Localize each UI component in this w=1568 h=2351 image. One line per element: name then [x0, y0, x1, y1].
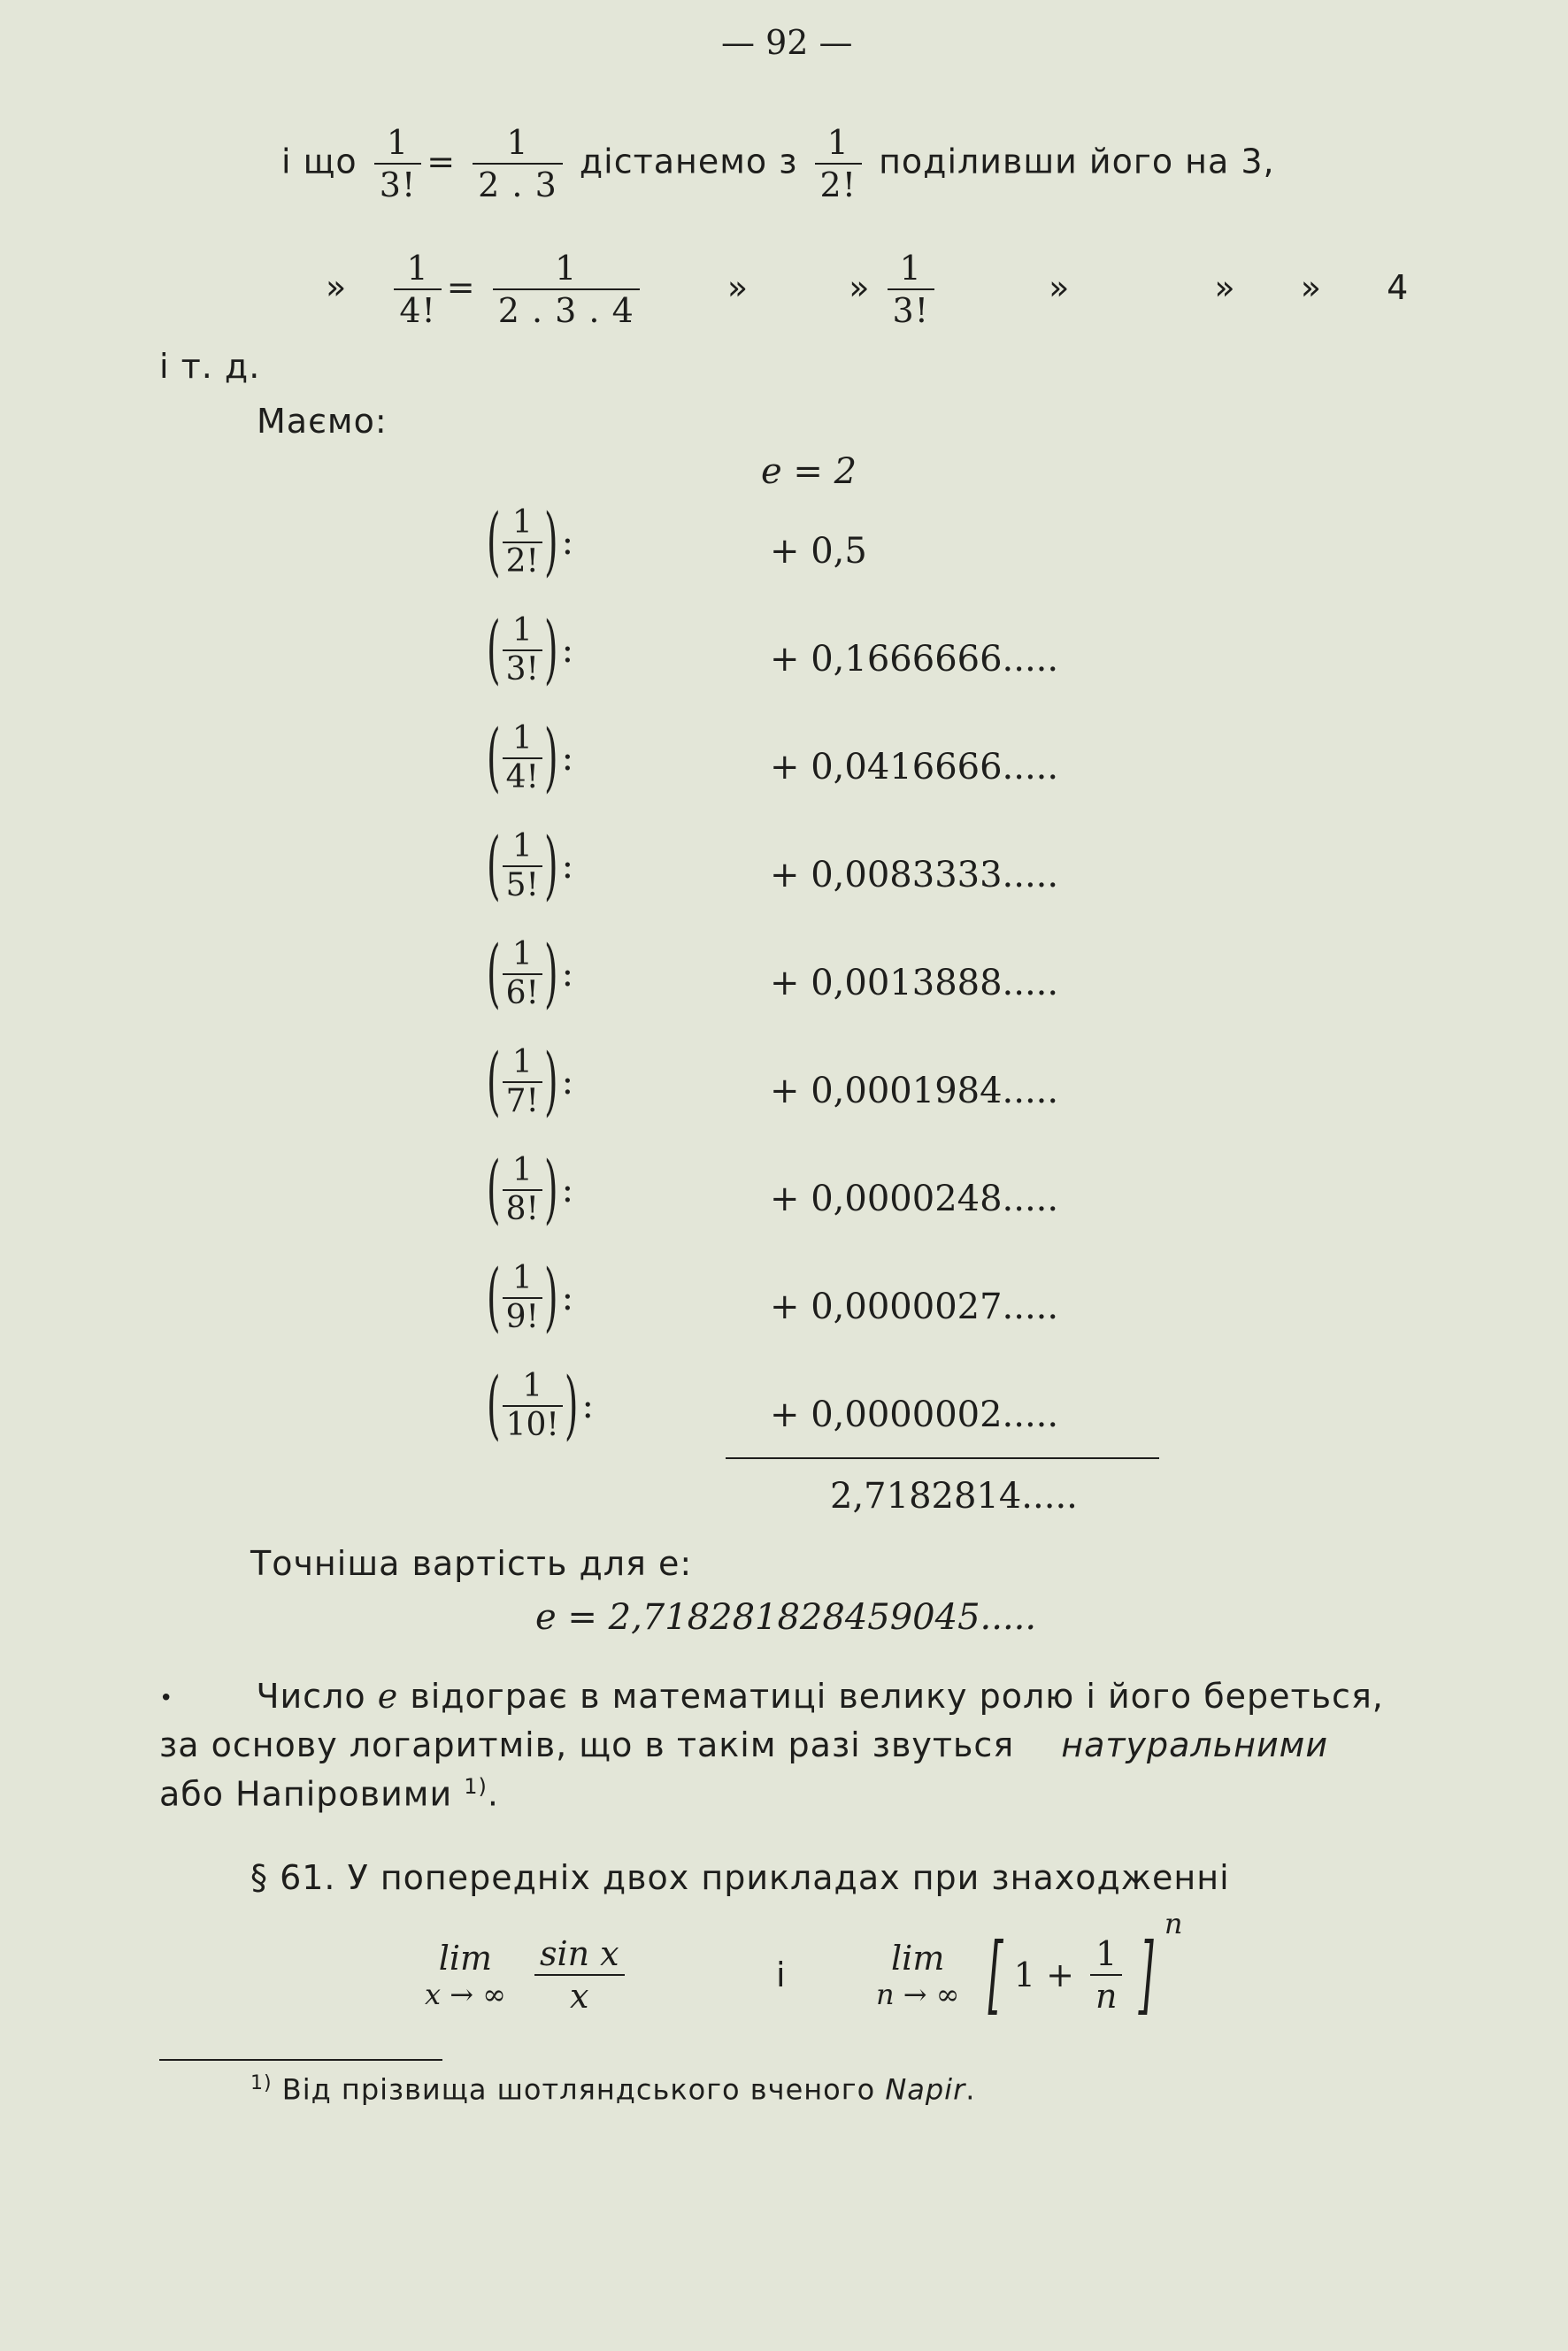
series-row: ( $\frac{1}{7!}$ ) : + 0,0001984..... — [487, 1039, 1059, 1126]
series-row: ( $\frac{1}{2!}$ ) : + 0,5 — [487, 499, 867, 586]
1-over-n: $\frac{1}{n}$ — [1090, 1933, 1122, 2017]
paragraph-line-3: або Напіровими $^{1)}$. — [159, 1774, 499, 1814]
series-value: + 0,1666666..... — [770, 639, 1059, 680]
footnote-rule — [159, 2059, 442, 2061]
series-value: + 0,0416666..... — [770, 747, 1059, 788]
intro-prefix: і що — [281, 142, 357, 181]
series-value: + 0,0083333..... — [770, 855, 1059, 895]
series-row: ( $\frac{1}{5!}$ ) : + 0,0083333..... — [487, 823, 1059, 910]
series-value: + 0,0000027..... — [770, 1287, 1059, 1327]
sum-rule — [726, 1457, 1159, 1459]
sinx-over-x: $\frac{\text{sin x}}{x}$ — [534, 1933, 625, 2017]
series-sum: 2,7182814..... — [830, 1476, 1078, 1517]
series-value: + 0,0000002..... — [770, 1394, 1059, 1435]
maemo-label: Маємо: — [257, 402, 388, 441]
page-number: — 92 — — [721, 23, 853, 62]
precise-value: e = 2,718281828459045..... — [535, 1597, 1037, 1638]
limit-right: lim n → ∞ [ 1 + $\frac{1}{n}$ ] $^n$ — [876, 1907, 1183, 2025]
bullet: • — [159, 1685, 174, 1712]
intro-mid: дістанемо з — [579, 142, 798, 181]
series-row: ( $\frac{1}{8!}$ ) : + 0,0000248..... — [487, 1147, 1059, 1233]
fraction-1-over-2x3x4: $\frac{1}{2 . 3 . 4}$ — [493, 248, 640, 331]
etc-text: і т. д. — [159, 347, 261, 386]
series-row: ( $\frac{1}{9!}$ ) : + 0,0000027..... — [487, 1255, 1059, 1341]
paragraph-line-1: • Число e відограє в математиці велику ролю і його береться, — [159, 1677, 1384, 1716]
intro-suffix: поділивши його на 3, — [879, 142, 1275, 181]
series-value: + 0,0001984..... — [770, 1071, 1059, 1111]
series-head: e = 2 — [761, 451, 857, 492]
limit-left: lim x → ∞ $\frac{\text{sin x}}{x}$ — [425, 1933, 630, 2017]
fraction-1-over-3fact: $\frac{1}{3!}$ — [374, 122, 421, 205]
series-value: + 0,5 — [770, 531, 867, 572]
conjunction-i: і — [776, 1955, 787, 1994]
precise-label: Точніша вартість для e: — [250, 1544, 693, 1583]
fraction-1-over-3fact-b: $\frac{1}{3!}$ — [888, 248, 934, 331]
series-row: ( $\frac{1}{6!}$ ) : + 0,0013888..... — [487, 931, 1059, 1018]
fraction-1-over-2x3: $\frac{1}{2 . 3}$ — [473, 122, 563, 205]
series-value: + 0,0013888..... — [770, 963, 1059, 1003]
intro-line-2: » $\frac{1}{4!}$ = $\frac{1}{2 . 3 . 4}$ » » $\frac{1}{3!}$ » » » 4 — [326, 249, 1410, 330]
series-value: + 0,0000248..... — [770, 1179, 1059, 1219]
series-row: ( $\frac{1}{3!}$ ) : + 0,1666666..... — [487, 607, 1059, 694]
fraction-1-over-4fact: $\frac{1}{4!}$ — [394, 248, 441, 331]
series-row: ( $\frac{1}{4!}$ ) : + 0,0416666..... — [487, 715, 1059, 802]
series-row: ( $\frac{1}{10!}$ ) : + 0,0000002..... — [487, 1363, 1059, 1449]
section-61: § 61. У попередніх двох прикладах при знаходженні — [250, 1858, 1230, 1897]
fraction-1-over-2fact: $\frac{1}{2!}$ — [815, 122, 862, 205]
footnote: $^{1)}$ Від прізвища шотляндського вченого Napir. — [250, 2072, 976, 2107]
paragraph-line-2: за основу логаритмів, що в такім разі звуться натуральними — [159, 1725, 1329, 1764]
intro-line-1: і що $\frac{1}{3!}$ = $\frac{1}{2 . 3}$ дістанемо з $\frac{1}{2!}$ поділивши його на 3, — [281, 123, 1275, 204]
